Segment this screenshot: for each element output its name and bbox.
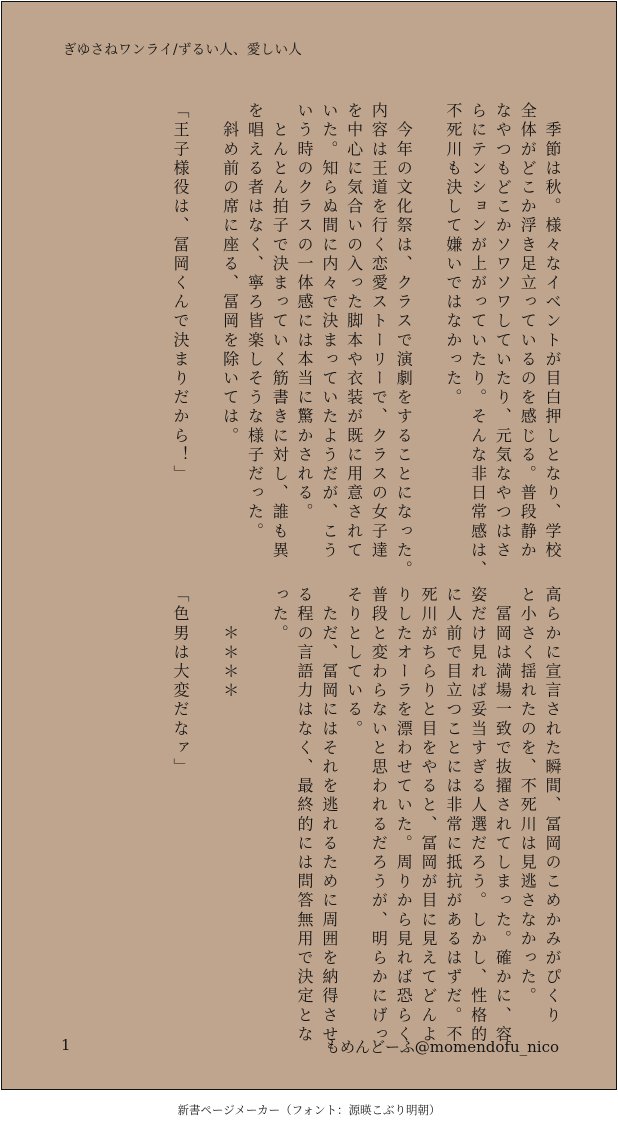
author-handle: もめんどーふ@momendofu_nico [325,1038,559,1056]
body-text-lower-column: 高らかに宣言された瞬間、冨岡のこめかみがぴくり と小さく揺れたのを、不死川は見逃さなかった。 冨岡は満場一致で抜擢されてしまった。確かに、容 姿だけ見れば妥当すぎる人選だろう。しかし、性格的 に人前で目立つことには非常に抵抗があるはずだ。不 死川がちらりと目をやると、冨岡が目に見えてどんよ りしたオーラを漂わせていた。周りから見れば恐らく 普段と変わらないと思われるだろうが、明らかにげっ そりとしている。 ただ、冨岡にはそれを逃れるために周囲を納得させ る程の言語力はなく、最終的には問答無用で決定とな った。 ＊＊＊＊ 「色男は大変だなァ」 [171,586,562,1045]
page-number: 1 [61,1036,71,1054]
generator-credit: 新書ページメーカー（フォント：源暎こぶり明朝） [177,1103,441,1117]
running-title: ぎゆさねワンライ/ずるい人、愛しい人 [63,42,303,58]
book-page [1,1,617,1090]
body-text-upper-column: 季節は秋。様々なイベントが目白押しとなり、学校 全体がどこか浮き足立っているのを感じる。普段静か なやつもどこかソワソワしていたり、元気なやつはさ らにテンションが上がっていたり。そんな非日常感は、 不死川も決して嫌いではなかった。 今年の文化祭は、クラスで演劇をすることになった。 内容は王道を行く恋愛ストーリーで、クラスの女子達 を中心に気合いの入った脚本や衣装が既に用意されて いた。知らぬ間に内々で決まっていたようだが、こう いう時のクラスの一体感には本当に驚かされる。 とんとん拍子で決まっていく筋書きに対し、誰も異 を唱える者はなく、寧ろ皆楽しそうな様子だった。 斜め前の席に座る、冨岡を除いては。 「王子様役は、冨岡くんで決まりだから！」 [171,102,562,580]
